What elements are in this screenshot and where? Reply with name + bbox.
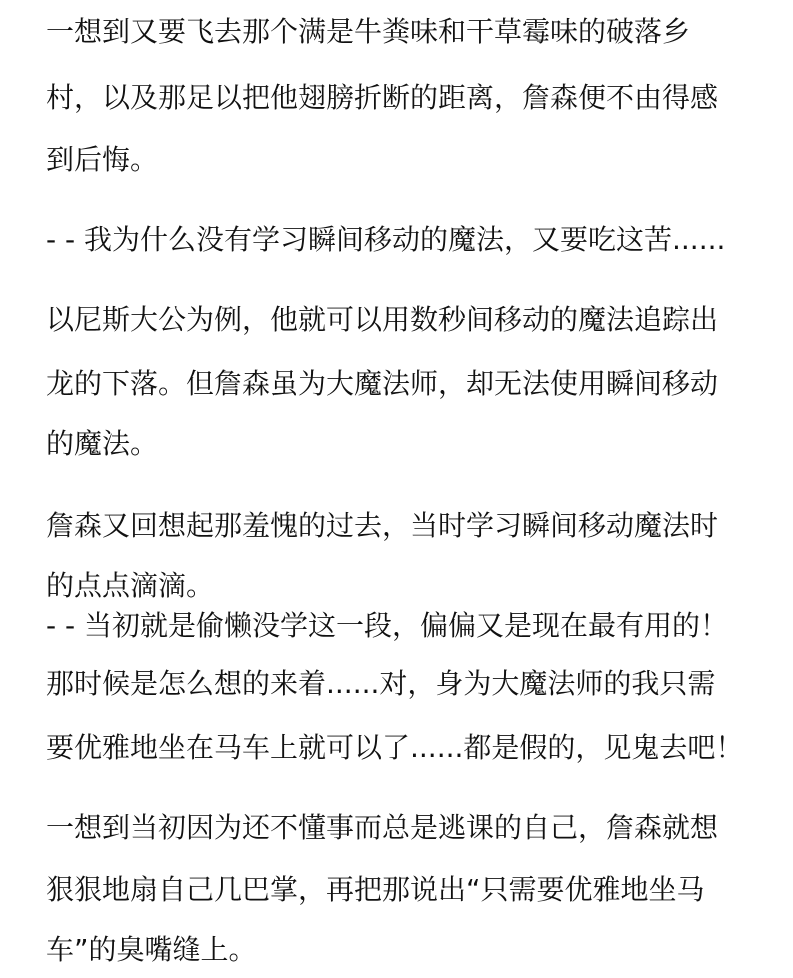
text-line: 到后悔。	[46, 143, 159, 176]
text-line: 的点点滴滴。	[46, 569, 215, 602]
text-line: 村，以及那足以把他翅膀折断的距离，詹森便不由得感	[46, 81, 719, 114]
text-line: 龙的下落。但詹森虽为大魔法师，却无法使用瞬间移动	[46, 367, 719, 400]
text-line: 以尼斯大公为例，他就可以用数秒间移动的魔法追踪出	[46, 303, 719, 336]
text-line: 的魔法。	[46, 427, 159, 460]
text-line: 车”的臭嘴缝上。	[46, 933, 257, 966]
text-line: 一想到又要飞去那个满是牛粪味和干草霉味的破落乡	[46, 15, 691, 48]
text-line: 那时候是怎么想的来着......对，身为大魔法师的我只需	[46, 667, 716, 700]
text-line: 一想到当初因为还不懂事而总是逃课的自己，詹森就想	[46, 811, 719, 844]
text-line: - - 我为什么没有学习瞬间移动的魔法，又要吃这苦......	[46, 223, 726, 256]
text-line: 狠狠地扇自己几巴掌，再把那说出“只需要优雅地坐马	[46, 873, 705, 906]
text-line: 詹森又回想起那羞愧的过去，当时学习瞬间移动魔法时	[46, 509, 719, 542]
text-line: 要优雅地坐在马车上就可以了......都是假的，见鬼去吧！	[46, 731, 744, 764]
text-line: - - 当初就是偷懒没学这一段，偏偏又是现在最有用的！	[46, 609, 729, 642]
